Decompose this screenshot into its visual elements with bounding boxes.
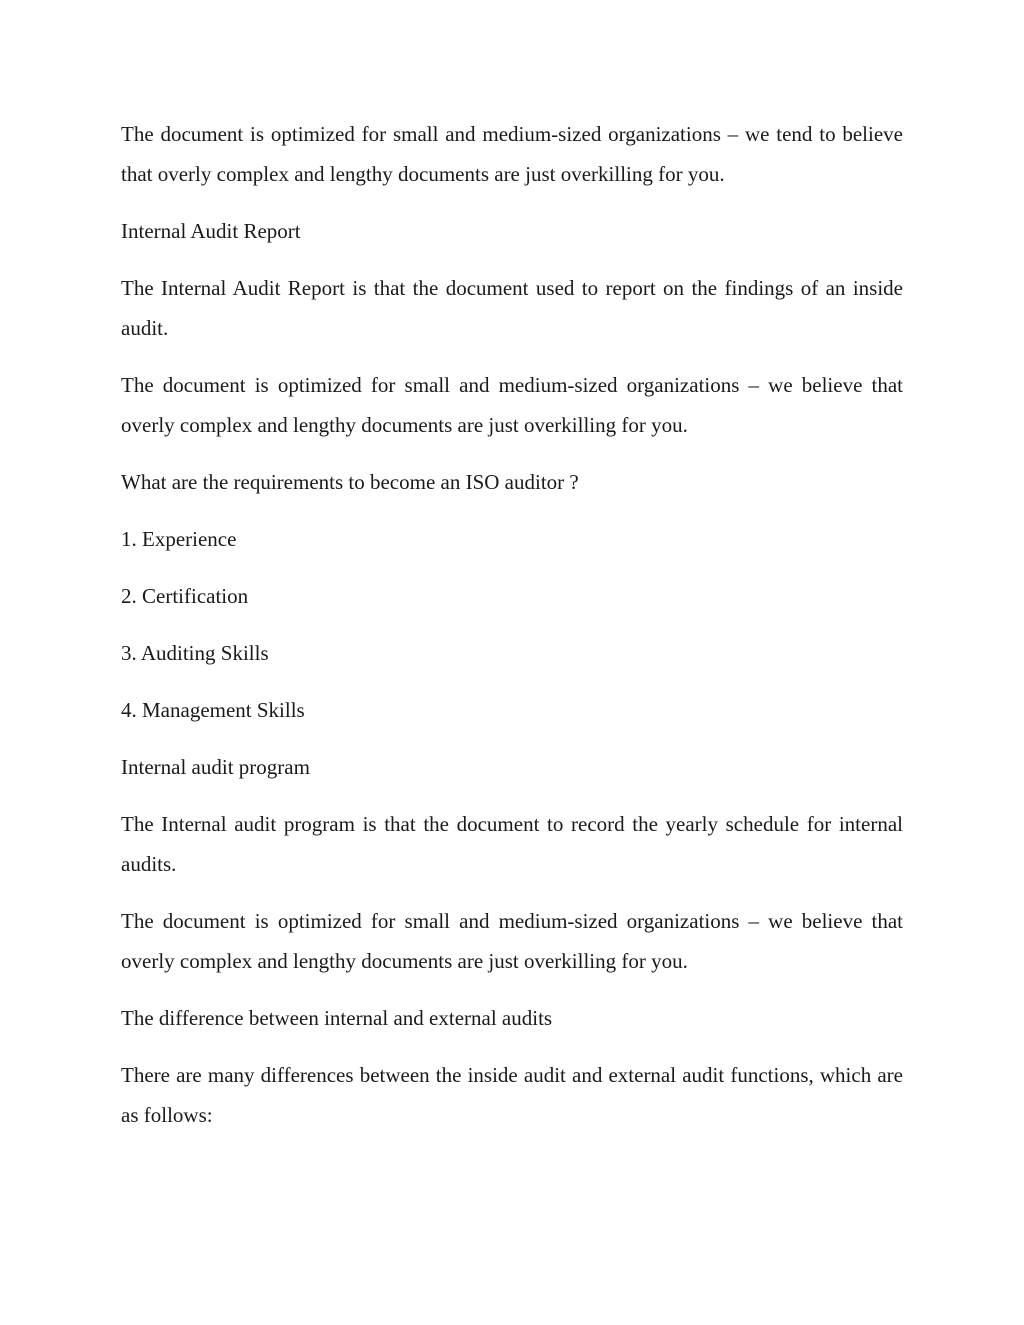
document-page [121,114,903,1152]
internal-audit-program-description: The Internal audit program is that the document to record the yearly schedule for internal audits. [121,812,903,876]
intro-paragraph: The document is optimized for small and medium-sized organizations – we tend to believe that overly complex and lengthy documents are just overkilling for you. [121,122,903,186]
list-item-certification: 2. Certification [121,584,249,608]
section-heading-auditor-requirements: What are the requirements to become an ISO auditor ? [121,470,579,494]
optimization-paragraph: The document is optimized for small and medium-sized organizations – we believe that overly complex and lengthy documents are just overkilling for you. [121,373,903,437]
list-item-auditing-skills: 3. Auditing Skills [121,641,269,665]
optimization-paragraph-repeat: The document is optimized for small and medium-sized organizations – we believe that overly complex and lengthy documents are just overkilling for you. [121,909,903,973]
list-item-experience: 1. Experience [121,527,237,551]
differences-intro-paragraph: There are many differences between the inside audit and external audit functions, which are as follows: [121,1063,903,1127]
section-heading-internal-audit-report: Internal Audit Report [121,219,301,243]
list-item-management-skills: 4. Management Skills [121,698,305,722]
internal-audit-report-description: The Internal Audit Report is that the document used to report on the findings of an inside audit. [121,276,903,340]
section-heading-internal-vs-external: The difference between internal and external audits [121,1006,553,1030]
section-heading-internal-audit-program: Internal audit program [121,755,310,779]
